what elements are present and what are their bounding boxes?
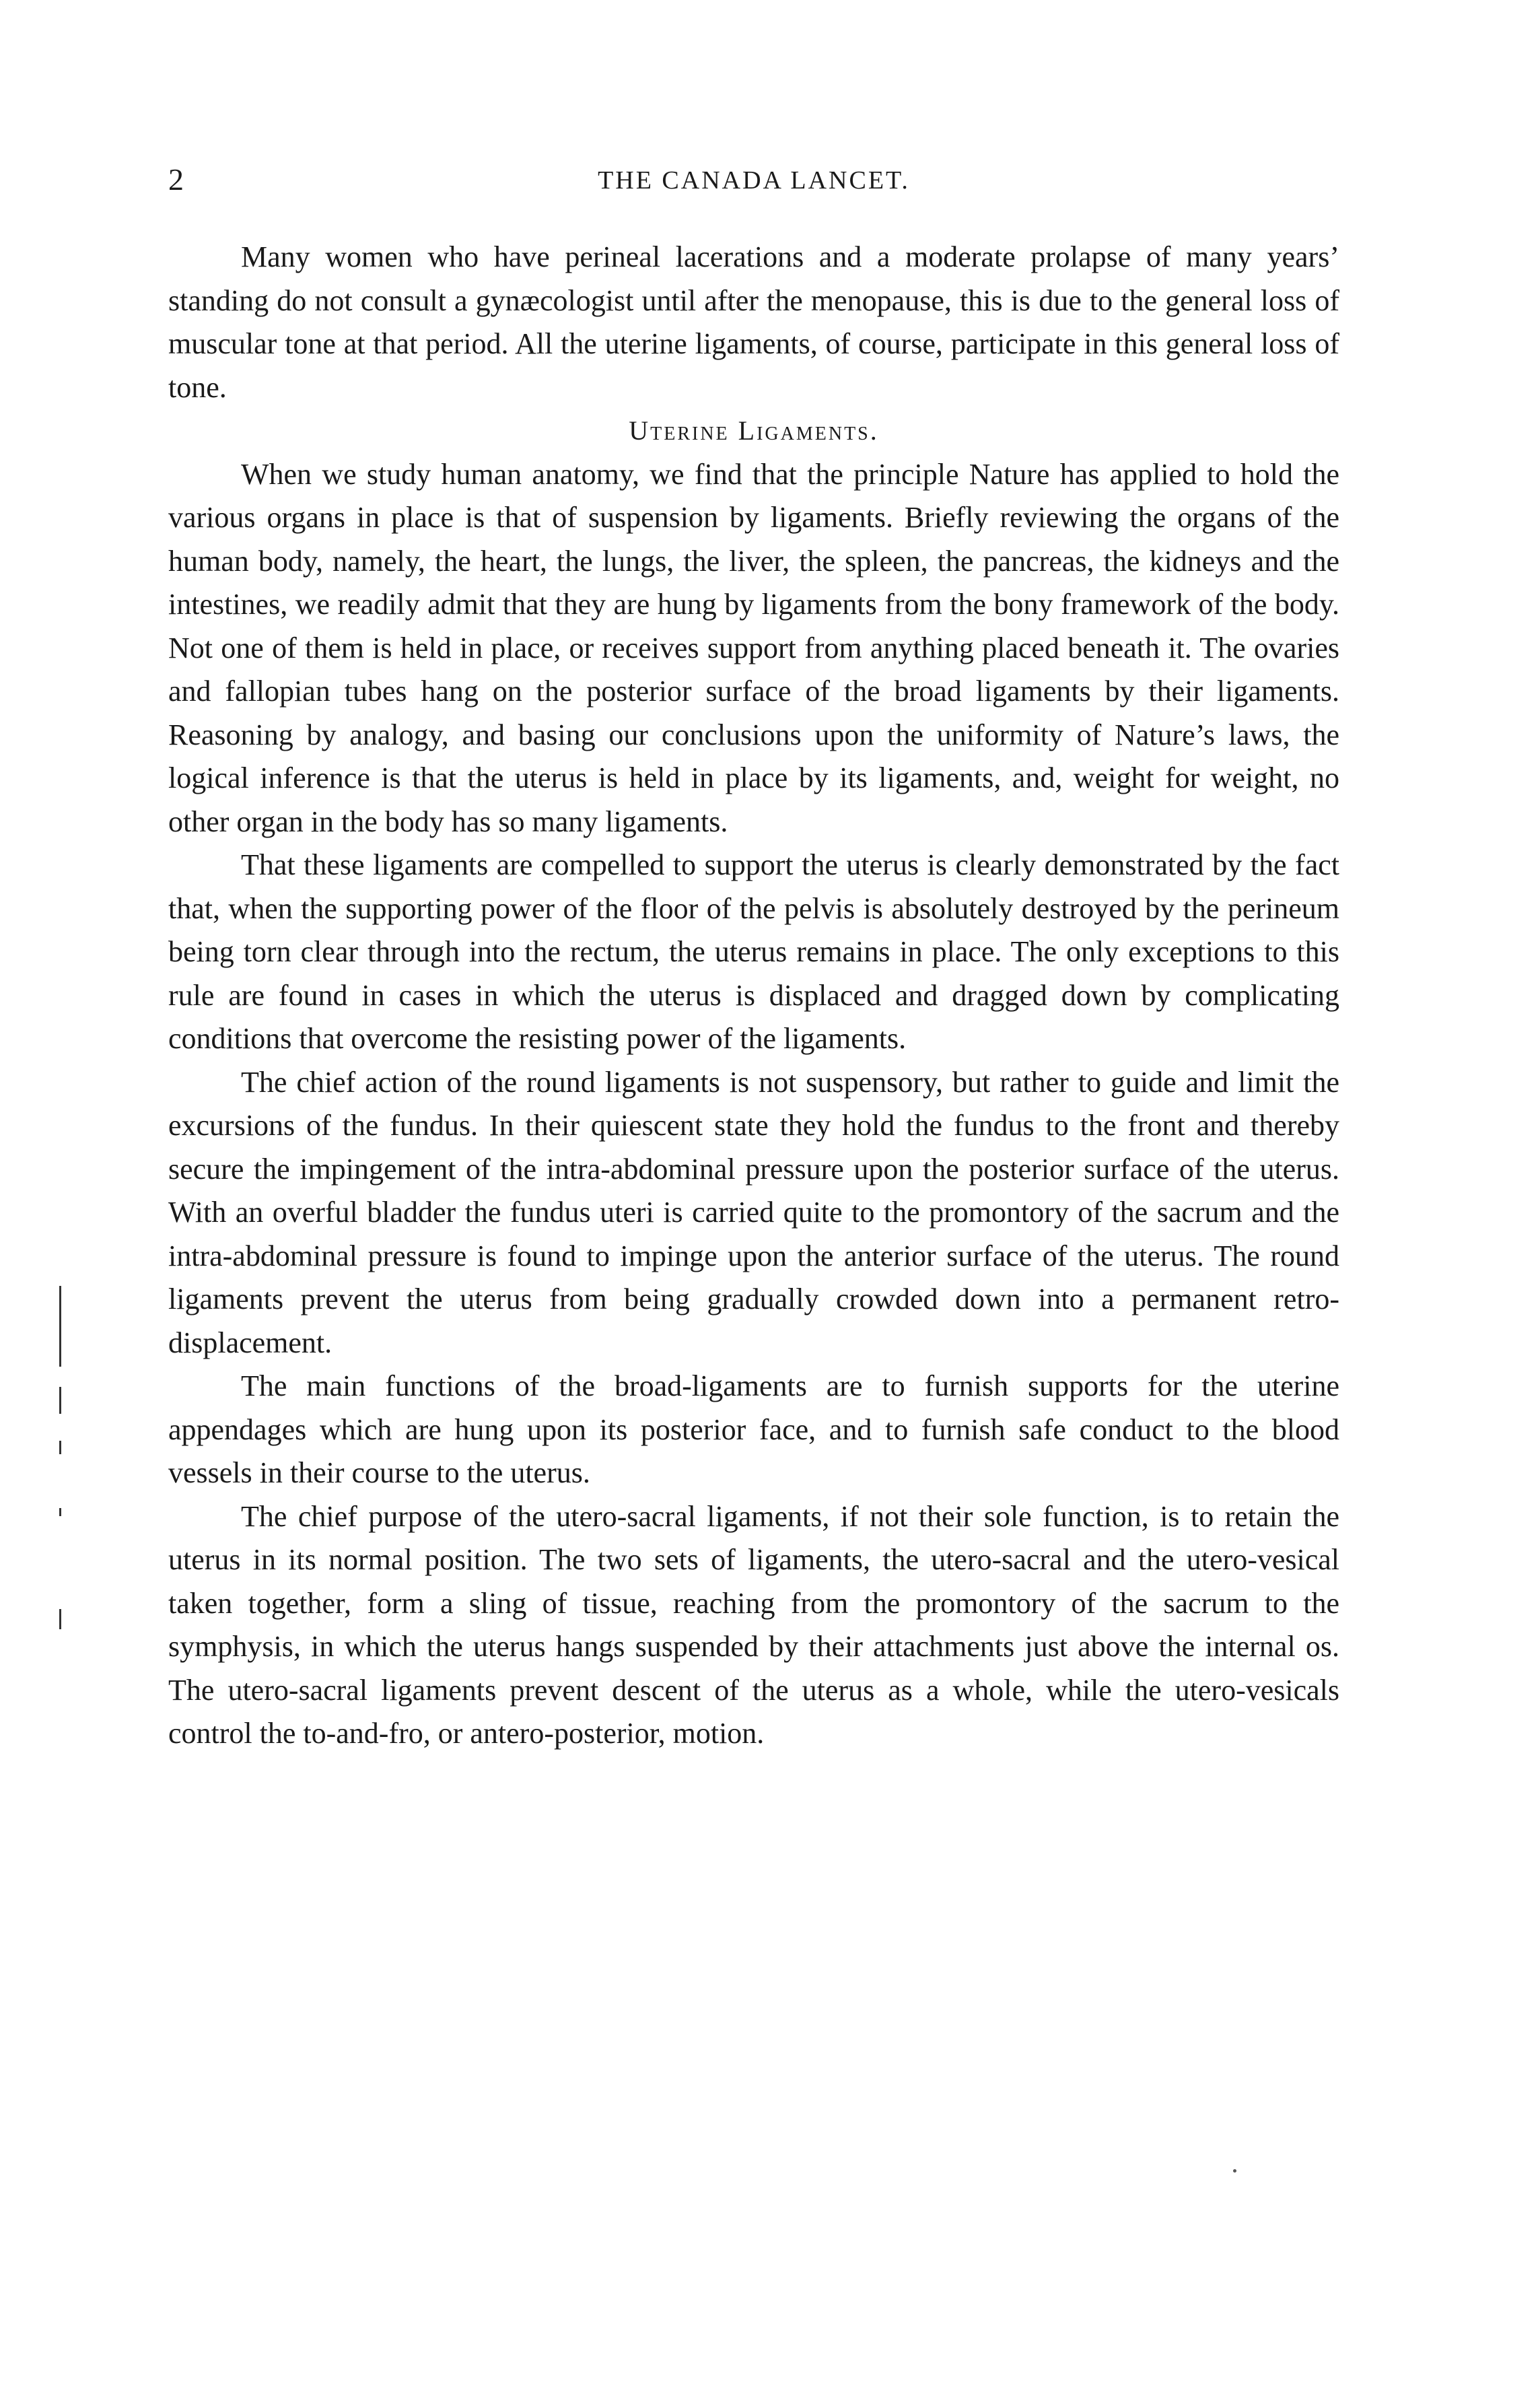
running-title: THE CANADA LANCET. [598,166,910,195]
margin-mark [59,1609,61,1629]
section-heading: Uterine Ligaments. [629,415,879,446]
paragraph-2: When we study human anatomy, we find that the principle Nature has applied to hold the various organs in place is that of suspension by ligaments. Briefly reviewing the organs of the human body, namely, the heart, the lungs, the liver, the spleen, the pancreas, the kidneys and the intestines, we readily admit that they are hung by ligaments from the bony framework of the body. Not one of them is held in place, or receives support from anything placed beneath it. The ovaries and fallopian tubes hang on the posterior surface of the broad ligaments by their ligaments. Reasoning by analogy, and basing our conclusions upon the uniformity of Nature’s laws, the logical inference is that the uterus is held in place by its ligaments, and, weight for weight, no other organ in the body has so many ligaments. [168,457,1339,838]
margin-mark [59,1508,61,1516]
page-header [168,162,1339,209]
paragraph-4: The chief action of the round ligaments is not suspensory, but rather to guide and limit the excursions of the fundus. In their quiescent state they hold the fundus to the front and thereby secure the impingement of the intra-abdominal pressure upon the posterior surface of the uterus. With an overful bladder the fundus uteri is carried quite to the promontory of the sacrum and the intra-abdominal pressure is found to impinge upon the anterior surface of the uterus. The round ligaments prevent the uterus from being gradually crowded down into a permanent retro-displacement. [168,1065,1339,1359]
margin-mark [59,1286,61,1367]
paragraph-3: That these ligaments are compelled to support the uterus is clearly demonstrated by the fact that, when the supporting power of the floor of the pelvis is absolutely destroyed by the perineum being torn clear through into the rectum, the uterus remains in place. The only exceptions to this rule are found in cases in which the uterus is displaced and dragged down by complicating conditions that overcome the resisting power of the ligaments. [168,848,1339,1055]
margin-mark [59,1441,61,1454]
margin-mark [59,1387,61,1414]
page [168,162,1339,1756]
page-number: 2 [168,162,184,197]
paragraph-5: The main functions of the broad-ligaments are to furnish supports for the uterine appendages which are hung upon its posterior face, and to furnish safe conduct to the blood vessels in their course to the uterus. [168,1369,1339,1489]
article-body [168,236,1339,1756]
margin-scan-marks [55,1286,69,1636]
paragraph-1: Many women who have perineal lacerations and a moderate prolapse of many years’ standing do not consult a gynæcologist until after the menopause, this is due to the general loss of muscular tone at that period. All the uterine ligaments, of course, participate in this general loss of tone. [168,240,1339,404]
scan-speck [1233,2169,1236,2173]
paragraph-6: The chief purpose of the utero-sacral ligaments, if not their sole function, is to retain the uterus in its normal position. The two sets of ligaments, the utero-sacral and the utero-vesical taken together, form a sling of tissue, reaching from the promontory of the sacrum to the symphysis, in which the uterus hangs suspended by their attachments just above the internal os. The utero-sacral ligaments prevent descent of the uterus as a whole, while the utero-vesicals control the to-and-fro, or antero-posterior, motion. [168,1499,1339,1750]
